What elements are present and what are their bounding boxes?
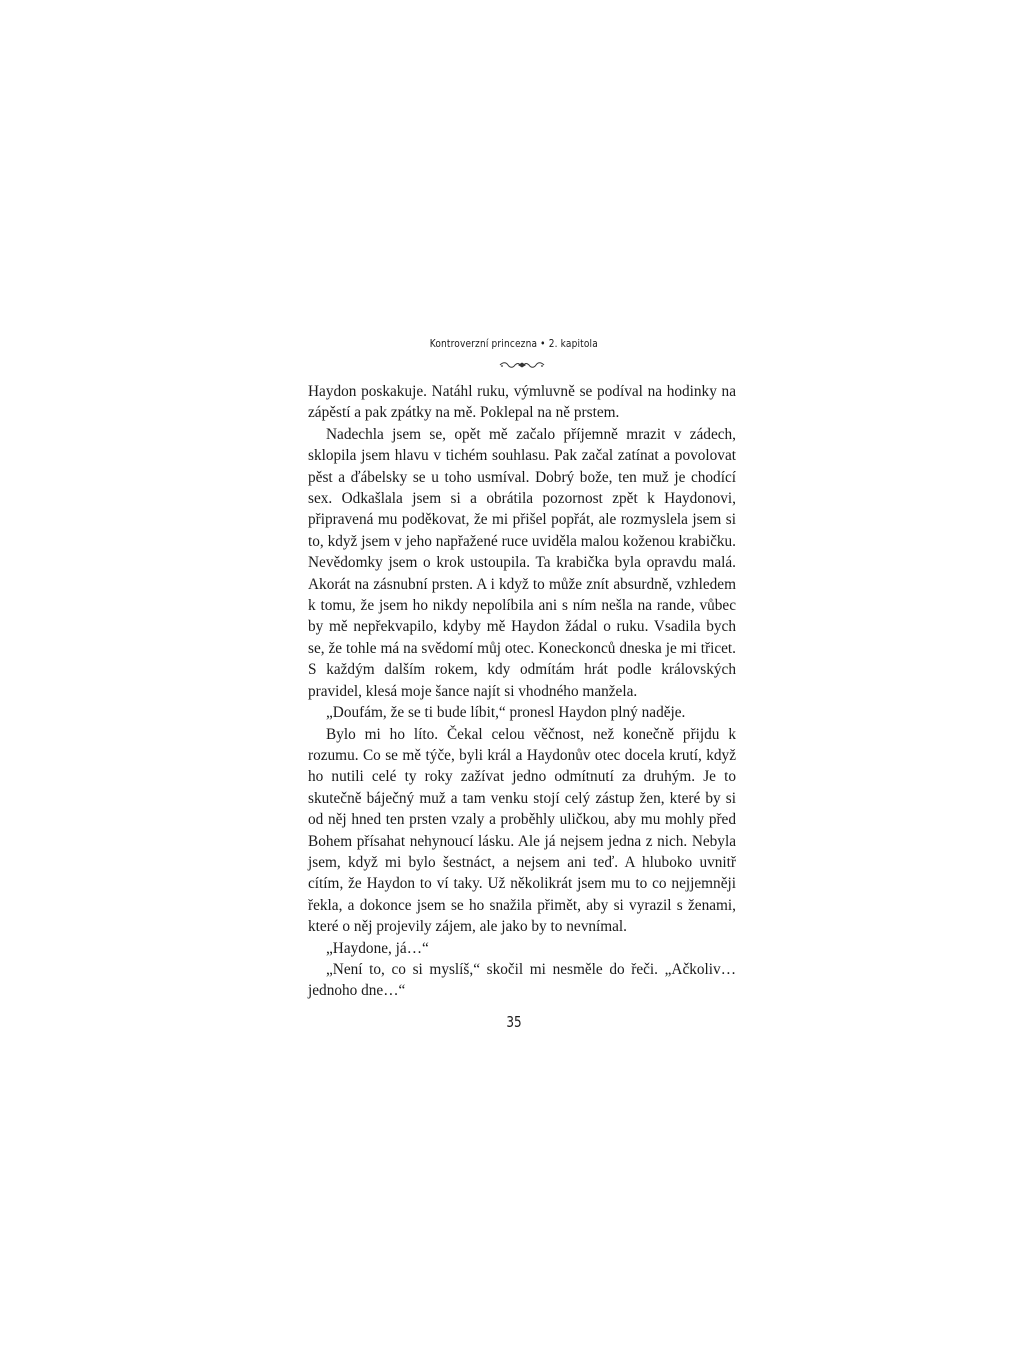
- decorative-flourish-icon: [499, 361, 545, 369]
- paragraph: „Doufám, že se ti bude líbit,“ pronesl Haydon plný naděje.: [326, 704, 686, 722]
- paragraph: Nadechla jsem se, opět mě začalo příjemně mrazit v zádech, sklopila jsem hlavu v tichém souhlasu. Pak začal zatínat a povolovat pěst a ďábelsky se u toho usmíval. Dobrý bože, ten muž je chodící sex. Odkašlala jsem si a obrátila pozornost zpět k Haydonovi, připravená mu poděkovat, že mi přišel popřát, ale rozmyslela jsem si to, když jsem v jeho napřažené ruce uviděla malou koženou krabičku. Nevědomky jsem o krok ustoupila. Ta krabička byla opravdu malá. Akorát na zásnubní prsten. A i když to může znít absurdně, vzhledem k tomu, že jsem ho nikdy nepolíbila ani s ním nešla na rande, vůbec by mě nepřekvapilo, kdyby mě Haydon žádal o ruku. Vsadila bych se, že tohle má na svědomí můj otec. Koneckonců dneska je mi třicet. S každým dalším rokem, kdy odmítám hrát podle královských pravidel, klesá moje šance najít si vhodného manžela.: [308, 425, 736, 700]
- paragraph: „Haydone, já…“: [326, 939, 429, 957]
- paragraph: „Není to, co si myslíš,“ skočil mi nesměle do řeči. „Ačkoliv… jednoho dne…“: [308, 960, 736, 1000]
- running-head: Kontroverzní princezna • 2. kapitola: [429, 337, 598, 350]
- paragraph: Bylo mi ho líto. Čekal celou věčnost, než konečně přijdu k rozumu. Co se mě týče, byli král a Haydonův otec docela krutí, když ho nutili celé ty roky zažívat jedno odmítnutí za druhým. Je to skutečně báječný muž a tam venku stojí celý zástup žen, které by si od něj hned ten prsten vzaly a proběhly uličkou, aby mu mohly před Bohem přísahat nehynoucí lásku. Ale já nejsem jedna z nich. Nebyla jsem, když mi bylo šestnáct, a nejsem ani teď. A hluboko uvnitř cítím, že Haydon to ví taky. Už několikrát jsem mu to co nejjemněji řekla, a dokonce jsem se ho snažila přimět, aby si vyrazil s ženami, které o něj projevily zájem, ale jako by to nevnímal.: [308, 725, 736, 936]
- page-number: 35: [506, 1013, 522, 1031]
- body-text: [308, 381, 736, 1002]
- paragraph: Haydon poskakuje. Natáhl ruku, výmluvně se podíval na hodinky na zápěstí a pak zpátky na mě. Poklepal na ně prstem.: [308, 383, 736, 422]
